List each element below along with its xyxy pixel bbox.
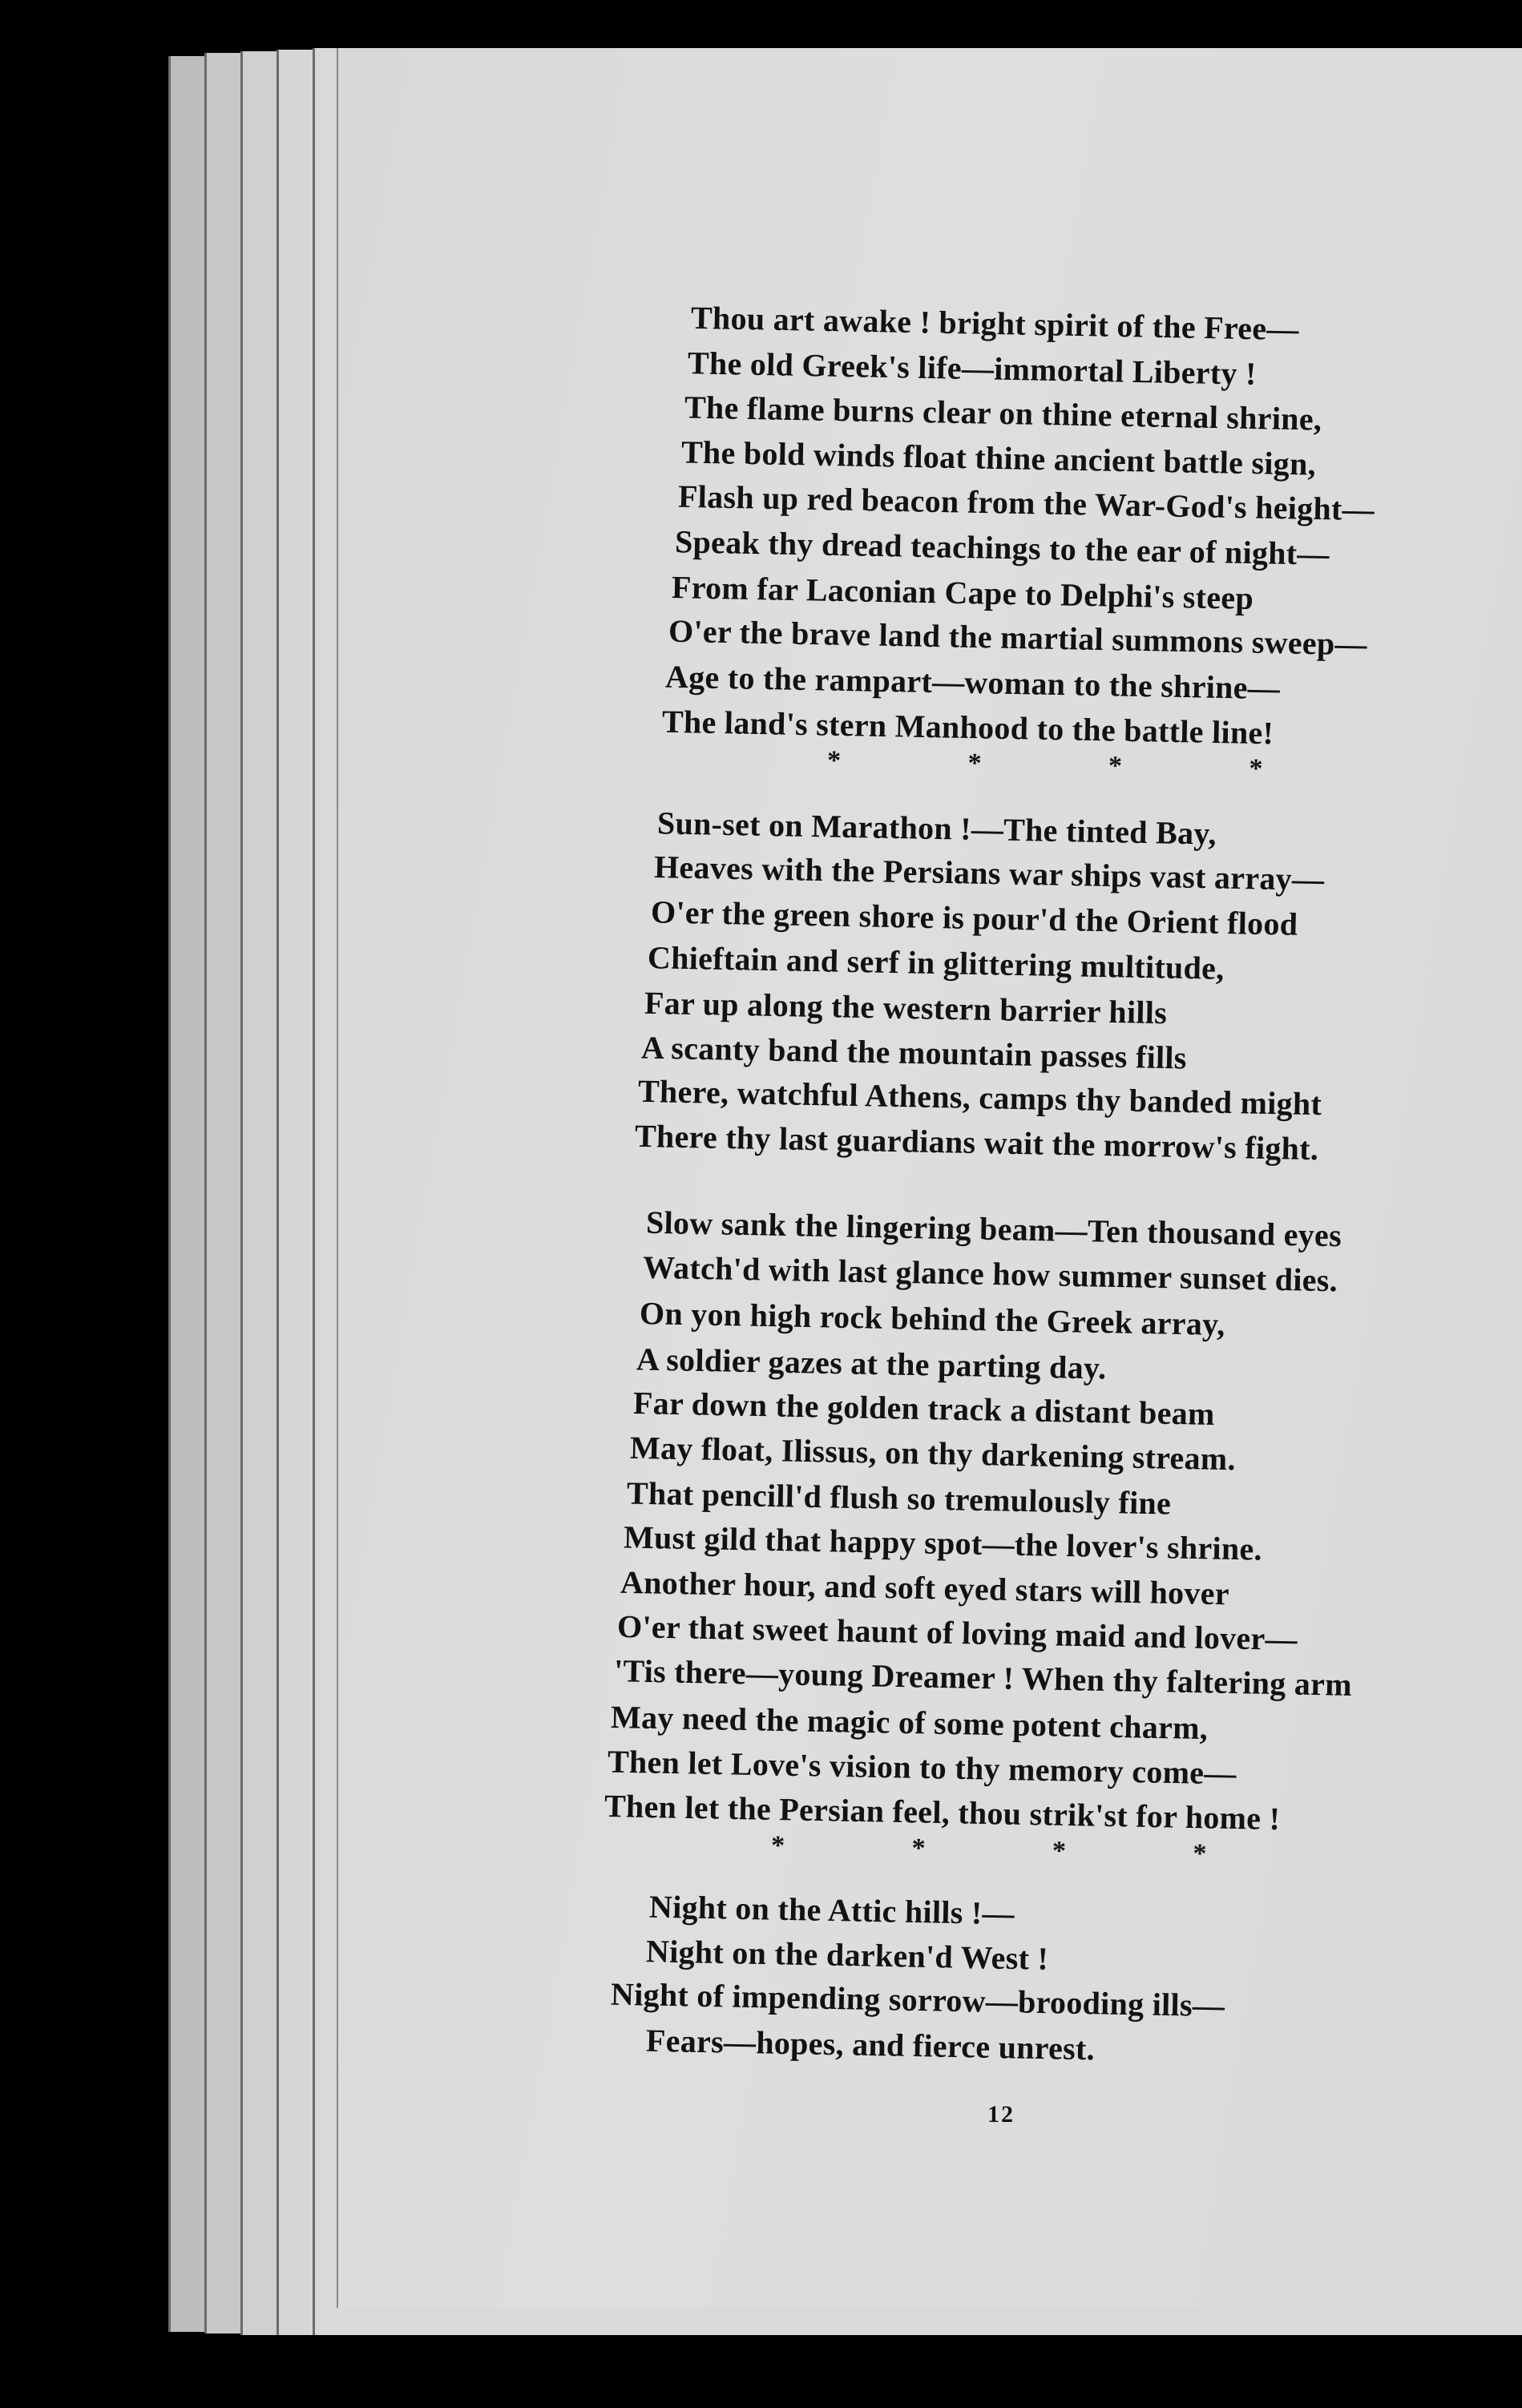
- poem-line: Sun-set on Marathon !—The tinted Bay,: [656, 805, 1217, 852]
- poem-line: Chieftain and serf in glittering multitude,: [647, 939, 1225, 986]
- poem-line: O'er the green shore is pour'd the Orient flood: [650, 893, 1298, 942]
- poem-line: The land's stern Manhood to the battle line!: [661, 703, 1274, 752]
- poem-line: The flame burns clear on thine eternal shrine,: [684, 389, 1322, 438]
- poem-line: There, watchful Athens, camps thy banded might: [637, 1072, 1322, 1123]
- poem-line: There thy last guardians wait the morrow's fight.: [634, 1117, 1319, 1168]
- poem-line: Watch'd with last glance how summer sunset dies.: [642, 1248, 1338, 1299]
- poem-line: Slow sank the lingering beam—Ten thousand eyes: [645, 1204, 1342, 1254]
- poem-line: O'er that sweet haunt of loving maid and lover—: [616, 1607, 1298, 1658]
- poem-line: Heaves with the Persians war ships vast array—: [653, 848, 1325, 898]
- book-page: [337, 48, 1522, 2308]
- poem-line: Flash up red beacon from the War-God's height—: [677, 478, 1375, 528]
- poem-line: 'Tis there—young Dreamer ! When thy faltering arm: [613, 1652, 1353, 1703]
- poem-line: Thou art awake ! bright spirit of the Free—: [690, 299, 1300, 348]
- poem-line: Then let the Persian feel, thou strik'st for home !: [604, 1787, 1281, 1837]
- poem-line: Another hour, and soft eyed stars will hover: [620, 1563, 1230, 1612]
- poem-line: On yon high rock behind the Greek array,: [639, 1294, 1225, 1343]
- poem-line: From far Laconian Cape to Delphi's steep: [671, 569, 1254, 616]
- poem-line: Age to the rampart—woman to the shrine—: [664, 658, 1281, 707]
- poem-line: Must gild that happy spot—the lover's shrine.: [623, 1519, 1263, 1567]
- poem-line: Night on the Attic hills !—: [648, 1888, 1015, 1932]
- poem-line: A scanty band the mountain passes fills: [640, 1029, 1188, 1076]
- poem-line: O'er the brave land the martial summons sweep—: [668, 612, 1368, 663]
- poem-line: Far up along the western barrier hills: [644, 984, 1168, 1031]
- stanza-separator: * * * *: [770, 1830, 1207, 1870]
- page-number: 12: [987, 2101, 1015, 2128]
- poem-line: That pencill'd flush so tremulously fine: [626, 1474, 1172, 1522]
- poem-line: Fears—hopes, and fierce unrest.: [645, 2022, 1096, 2067]
- poem-line: Night of impending sorrow—brooding ills—: [610, 1975, 1225, 2024]
- poem-line: A soldier gazes at the parting day.: [636, 1341, 1107, 1386]
- stanza-separator: * * * *: [826, 745, 1263, 785]
- poem-line: May float, Ilissus, on thy darkening stream.: [629, 1429, 1237, 1478]
- poem: [338, 48, 1522, 2308]
- poem-line: Night on the darken'd West !: [645, 1933, 1049, 1977]
- poem-line: The bold winds float thine ancient battle sign,: [680, 434, 1317, 482]
- poem-line: The old Greek's life—immortal Liberty !: [687, 345, 1258, 392]
- poem-line: Then let Love's vision to thy memory come—: [607, 1743, 1237, 1792]
- poem-line: May need the magic of some potent charm,: [610, 1698, 1209, 1747]
- poem-line: Speak thy dread teachings to the ear of night—: [674, 523, 1330, 572]
- poem-line: Far down the golden track a distant beam: [632, 1385, 1216, 1432]
